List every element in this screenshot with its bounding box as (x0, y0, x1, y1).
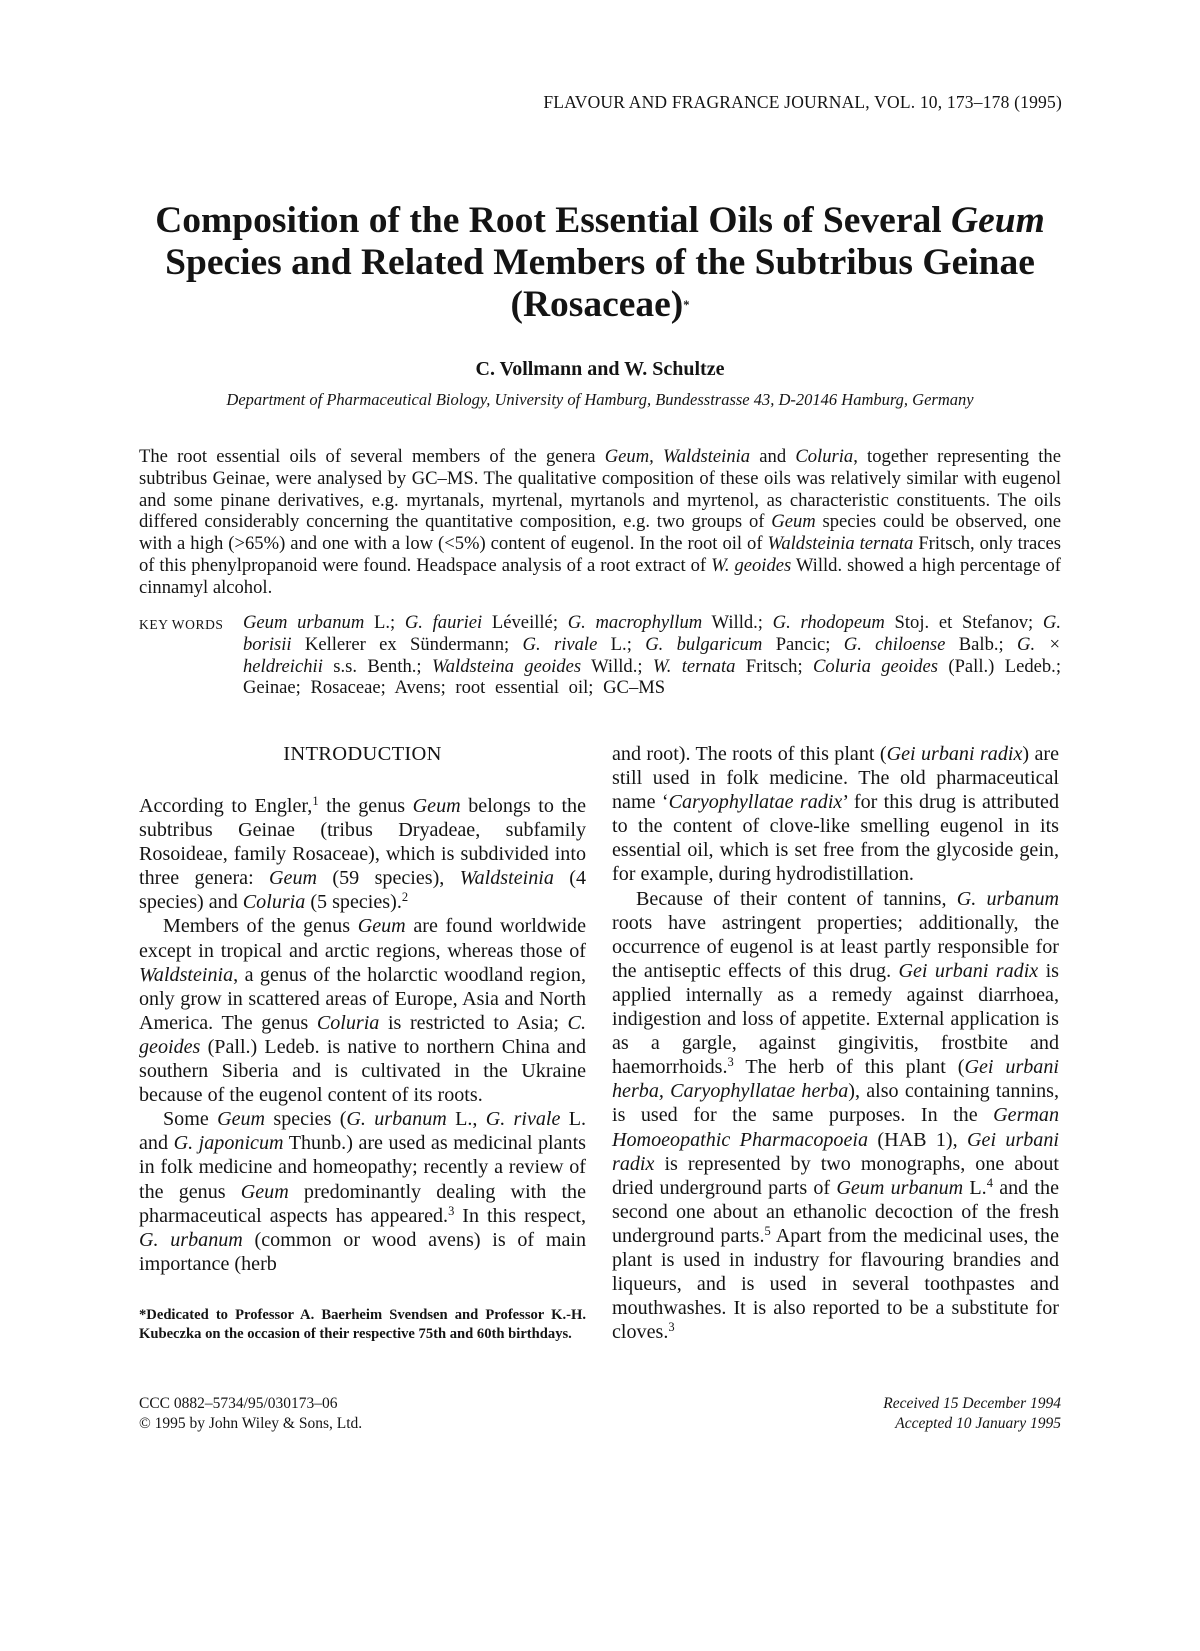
dates-block (883, 1394, 1061, 1433)
intro-paragraph-5: Because of their content of tannins, G. urbanum roots have astringent properties; additionally, the occurrence of eugenol is at least partly responsible for the antiseptic effects of this drug. Gei urbani radix is applied internally as a remedy against diarrhoea, indigestion and loss of appetite. External application is as a gargle, against gingivitis, frostbite and haemorrhoids.$^3$ The herb of this plant (Gei urbani herba, Caryophyllatae herba), also containing tannins, is used for the same purposes. In the German Homoeopathic Pharmacopoeia (HAB 1), Gei urbani radix is represented by two monographs, one about dried underground parts of Geum urbanum L.$^4$ and the second one about an ethanolic decoction of the fresh underground parts.$^5$ Apart from the medicinal uses, the plant is used in industry for flavouring brandies and liqueurs, and is used in several toothpastes and mouthwashes. It is also reported to be a substitute for cloves.$^3$ (612, 887, 1060, 1344)
section-heading-introduction: INTRODUCTION (283, 743, 442, 765)
keywords-label: KEY WORDS (139, 617, 224, 632)
intro-paragraph-1: According to Engler,$^1$ the genus Geum belongs to the subtribus Geinae (tribus Dryadeae, subfamily Rosoideae, family Rosaceae), which is subdivided into three genera: Geum (59 species), Waldsteinia (4 species) and Coluria (5 species).$^2$ (139, 794, 587, 914)
intro-paragraph-4: and root). The roots of this plant (Gei urbani radix) are still used in folk medicine. The old pharmaceutical name ‘Caryophyllatae radix’ for this drug is attributed to the content of clove-like smelling eugenol in its essential oil, which is set free from the glycoside gein, for example, during hydrodistillation. (612, 743, 1059, 886)
received-date: Received 15 December 1994 (883, 1395, 1061, 1412)
authors: C. Vollmann and W. Schultze (475, 358, 725, 380)
copyright-line: © 1995 by John Wiley & Sons, Ltd. (139, 1414, 363, 1432)
affiliation: Department of Pharmaceutical Biology, University of Hamburg, Bundesstrasse 43, D-20146 Hamburg, Germany (226, 390, 974, 409)
article-title (0, 200, 1200, 326)
column-right (612, 742, 1059, 1344)
dedication-footnote: *Dedicated to Professor A. Baerheim Svendsen and Professor K.-H. Kubeczka on the occasion of their respective 75th and 60th birthdays. (139, 1307, 586, 1342)
title-line-3: (Rosaceae) (510, 284, 684, 325)
title-footnote-mark: * (683, 298, 690, 312)
abstract: The root essential oils of several members of the genera Geum, Waldsteinia and Coluria, together representing the subtribus Geinae, were analysed by GC–MS. The qualitative composition of these oils was relatively similar with eugenol and some pinane derivatives, e.g. myrtanals, myrtenal, myrtanols and myrtenol, as characteristic constituents. The oils differed considerably concerning the quantitative composition, e.g. two groups of Geum species could be observed, one with a high (>65%) and one with a low (<5%) content of eugenol. In the root oil of Waldsteinia ternata Fritsch, only traces of this phenylpropanoid were found. Headspace analysis of a root extract of W. geoides Willd. showed a high percentage of cinnamyl alcohol. (139, 446, 1062, 598)
intro-paragraph-2: Members of the genus Geum are found worldwide except in tropical and arctic regions, whereas those of Waldsteinia, a genus of the holarctic woodland region, only grow in scattered areas of Europe, Asia and North America. The genus Coluria is restricted to Asia; C. geoides (Pall.) Ledeb. is native to northern China and southern Siberia and is cultivated in the Ukraine because of the eugenol content of its roots. (139, 915, 586, 1107)
intro-paragraph-3: Some Geum species (G. urbanum L., G. rivale L. and G. japonicum Thunb.) are used as medicinal plants in folk medicine and homeopathy; recently a review of the genus Geum predominantly dealing with the pharmaceutical aspects has appeared.$^3$ In this respect, G. urbanum (common or wood avens) is of main importance (herb (139, 1108, 587, 1275)
column-left (139, 742, 586, 1276)
accepted-date: Accepted 10 January 1995 (895, 1414, 1061, 1432)
running-head: FLAVOUR AND FRAGRANCE JOURNAL, VOL. 10, 173–178 (1995) (543, 92, 1062, 112)
copyright-block (139, 1394, 362, 1433)
title-genus: Geum (951, 200, 1045, 241)
title-line-1: Composition of the Root Essential Oils of Several (155, 200, 952, 241)
title-line-2: Species and Related Members of the Subtribus Geinae (165, 242, 1035, 283)
keywords-list: Geum urbanum L.; G. fauriei Léveillé; G. macrophyllum Willd.; G. rhodopeum Stoj. et Stefanov; G. borisii Kellerer ex Sündermann; G. rivale L.; G. bulgaricum Pancic; G. chiloense Balb.; G. × heldreichii s.s. Benth.; Waldsteina geoides Willd.; W. ternata Fritsch; Coluria geoides (Pall.) Ledeb.; Geinae; Rosaceae; Avens; root essential oil; GC–MS (243, 612, 1061, 699)
ccc-code: CCC 0882–5734/95/030173–06 (139, 1395, 338, 1412)
